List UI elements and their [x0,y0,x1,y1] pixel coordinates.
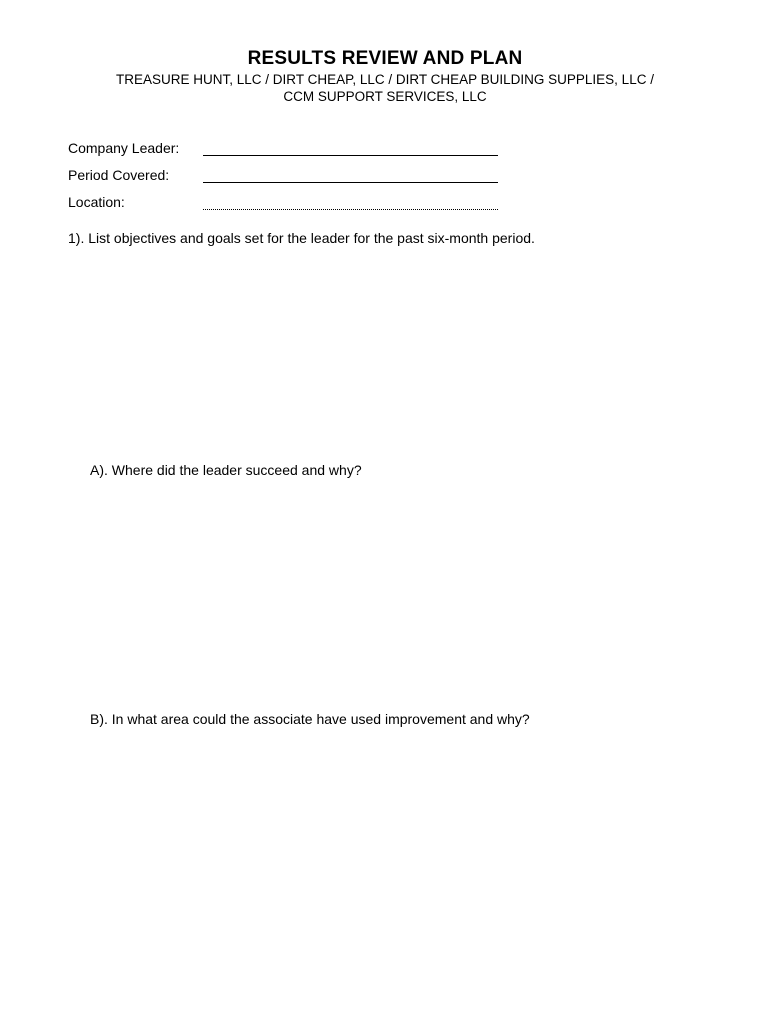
period-covered-field[interactable] [203,182,498,183]
company-names-line-1: TREASURE HUNT, LLC / DIRT CHEAP, LLC / DIRT CHEAP BUILDING SUPPLIES, LLC / [116,72,654,87]
succeed-answer-area[interactable] [68,484,702,699]
period-covered-label: Period Covered: [68,167,170,183]
company-leader-label: Company Leader: [68,140,180,156]
improvement-answer-area[interactable] [68,733,702,1003]
location-field[interactable] [203,209,498,210]
question-improvement: B). In what area could the associate have used improvement and why? [90,711,530,727]
objectives-answer-area[interactable] [68,252,702,452]
location-label: Location: [68,194,125,210]
question-objectives: 1). List objectives and goals set for the leader for the past six-month period. [68,230,535,246]
period-covered-row [68,167,508,187]
location-row [68,194,508,214]
company-leader-row [68,140,508,160]
company-leader-field[interactable] [203,155,498,156]
question-succeed: A). Where did the leader succeed and why? [90,462,362,478]
document-title: RESULTS REVIEW AND PLAN [247,48,523,69]
company-names-line-2: CCM SUPPORT SERVICES, LLC [283,89,487,104]
